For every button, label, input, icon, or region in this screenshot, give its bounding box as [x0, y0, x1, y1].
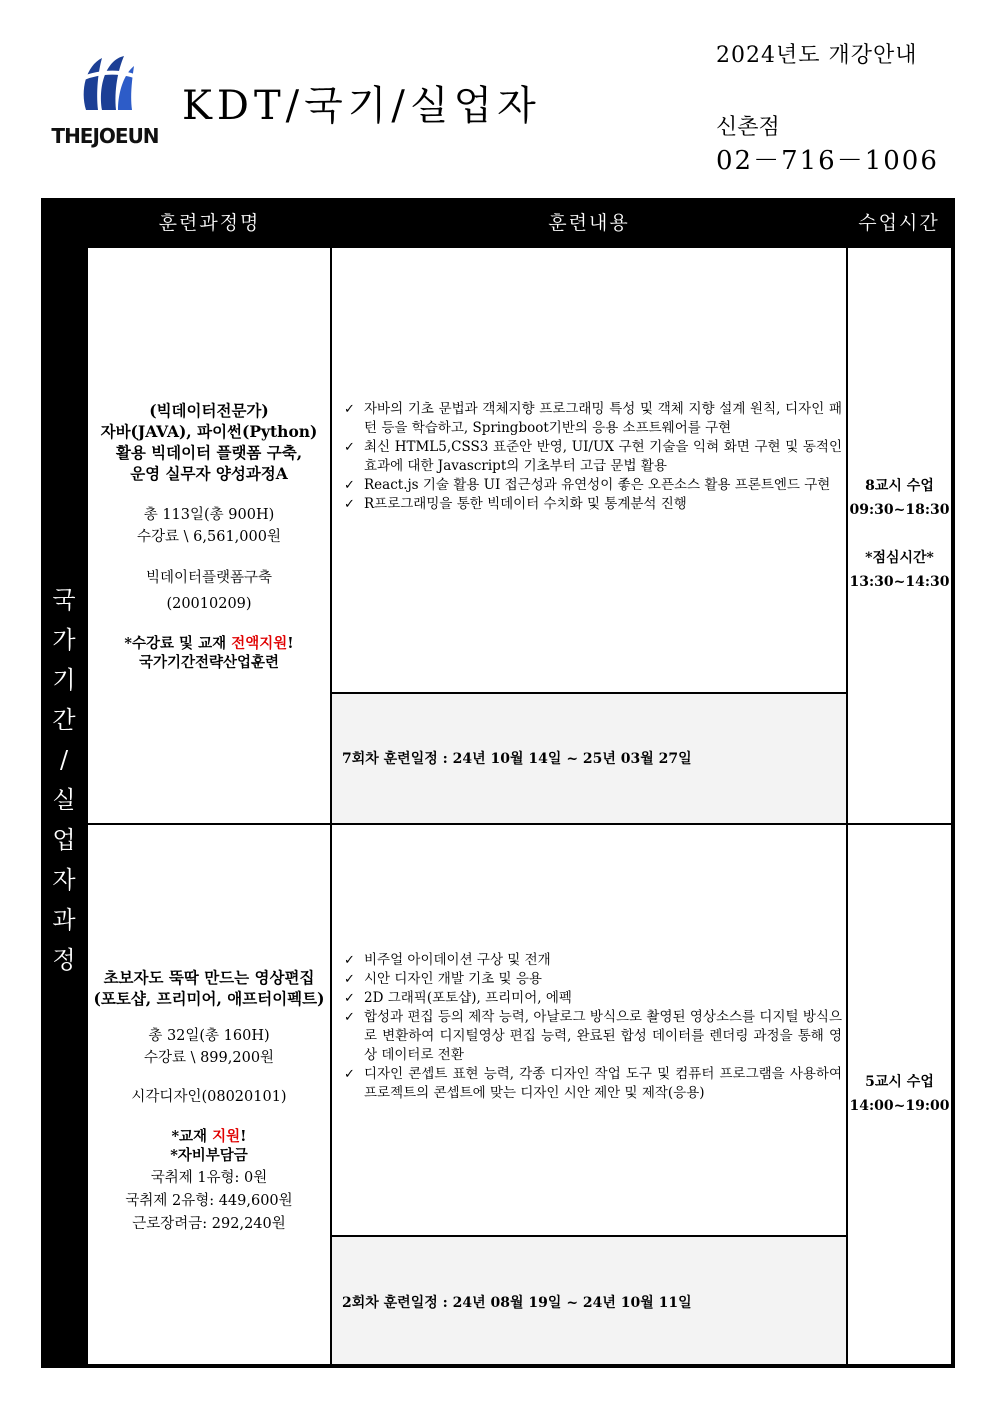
course1-ncs-name: 빅데이터플랫폼구축	[145, 570, 273, 586]
course1-time: 8교시 수업 09:30~18:30 *점심시간* 13:30~14:30	[849, 478, 950, 590]
course1-time-cell	[848, 248, 951, 823]
course1-category: (빅데이터전문가)	[149, 401, 269, 420]
course2-content-item: ✓ 비주얼 아이데이션 구상 및 전개	[342, 951, 842, 970]
course1-fee: 수강료 \ 6,561,000원	[137, 529, 281, 545]
course2-total: 총 32일(총 160H)	[148, 1028, 270, 1044]
course2-self-pay-line: 국취제 2유형: 449,600원	[125, 1193, 293, 1209]
header-class-time: 수업시간	[858, 212, 940, 234]
course1-schedule: 7회차 훈련일정 : 24년 10월 14일 ~ 25년 03월 27일	[342, 751, 692, 767]
course2-self-pay-line: 근로장려금: 292,240원	[132, 1216, 286, 1232]
course2-title-line: (포토샵, 프리미어, 애프터이펙트)	[93, 989, 325, 1008]
branch-name: 신촌점	[716, 115, 780, 140]
course1-title-line: 자바(JAVA), 파이썬(Python)	[100, 422, 318, 441]
company-logo	[50, 52, 160, 152]
course2-schedule: 2회차 훈련일정 : 24년 08월 19일 ~ 24년 10월 11일	[342, 1295, 692, 1311]
course2-content-item: ✓ 시안 디자인 개발 기초 및 응용	[342, 970, 842, 989]
course2-fee: 수강료 \ 899,200원	[143, 1050, 275, 1066]
course2-content-item: ✓ 디자인 콘셉트 표현 능력, 각종 디자인 작업 도구 및 컴퓨터 프로그램을 사용하여 프로젝트의 콘셉트에 맞는 디자인 시안 제안 및 제작(응용)	[342, 1065, 842, 1103]
logo-mark-icon	[72, 52, 138, 114]
course1-content-item: ✓ 최신 HTML5,CSS3 표준안 반영, UI/UX 구현 기술을 익혀 화면 구현 및 동적인 효과에 대한 Javascript의 기초부터 고급 문법 활용	[342, 438, 842, 476]
course1-title-line: 활용 빅데이터 플랫폼 구축,	[115, 443, 303, 462]
course2-content-item: ✓ 합성과 편집 등의 제작 능력, 아날로그 방식으로 촬영된 영상소스를 디지털 방식으로 변환하여 디지털영상 편집 능력, 완료된 합성 데이터를 렌더링 과정을 통해 영상 데이터로 전환	[342, 1008, 842, 1065]
header-content: 훈련내용	[548, 212, 630, 234]
course1-schedule-cell	[332, 694, 846, 823]
course2-schedule-cell	[332, 1237, 846, 1364]
page-title: KDT/국기/실업자	[182, 83, 541, 129]
course1-ncs-code: (20010209)	[166, 596, 252, 612]
course2-content-item: ✓ 2D 그래픽(포토샵), 프리미어, 에펙	[342, 989, 842, 1008]
course2-ncs: 시각디자인(08020101)	[131, 1089, 287, 1105]
side-category-label: 국 가 기 간 / 실 업 자 과 정	[52, 586, 76, 974]
course2-self-pay-line: 국취제 1유형: 0원	[150, 1170, 268, 1186]
course1-content-item: ✓ R프로그래밍을 통한 빅데이터 수치화 및 통계분석 진행	[342, 495, 842, 514]
course2-content-cell	[332, 825, 846, 1235]
course2-support: *교재 지원!	[171, 1128, 247, 1145]
course1-support: *수강료 및 교재 전액지원!	[124, 635, 294, 652]
header-course-name: 훈련과정명	[158, 212, 261, 234]
course2-self-pay-title: *자비부담금	[170, 1147, 248, 1164]
course1-content-item: ✓ 자바의 기초 문법과 객체지향 프로그래밍 특성 및 객체 지향 설계 원칙, 디자인 패턴 등을 학습하고, Springboot기반의 응용 소프트웨어를 구현	[342, 400, 842, 438]
phone-number: 02－716－1006	[716, 146, 939, 176]
course1-program: 국가기간전략산업훈련	[138, 654, 280, 671]
course1-content-item: ✓ React.js 기술 활용 UI 접근성과 유연성이 좋은 오픈소스 활용 프론트엔드 구현	[342, 476, 842, 495]
course2-time-cell	[848, 825, 951, 1364]
logo-text: THEJOEUN	[51, 124, 159, 148]
course1-content-cell	[332, 248, 846, 692]
course2-name-cell	[88, 825, 330, 1364]
course1-total: 총 113일(총 900H)	[143, 507, 275, 523]
course2-title-line: 초보자도 뚝딱 만드는 영상편집	[103, 968, 315, 987]
course1-title-line: 운영 실무자 양성과정A	[130, 464, 288, 483]
course1-name-cell	[88, 248, 330, 823]
course2-time: 5교시 수업 14:00~19:00	[849, 1074, 950, 1114]
year-title: 2024년도 개강안내	[716, 43, 918, 68]
